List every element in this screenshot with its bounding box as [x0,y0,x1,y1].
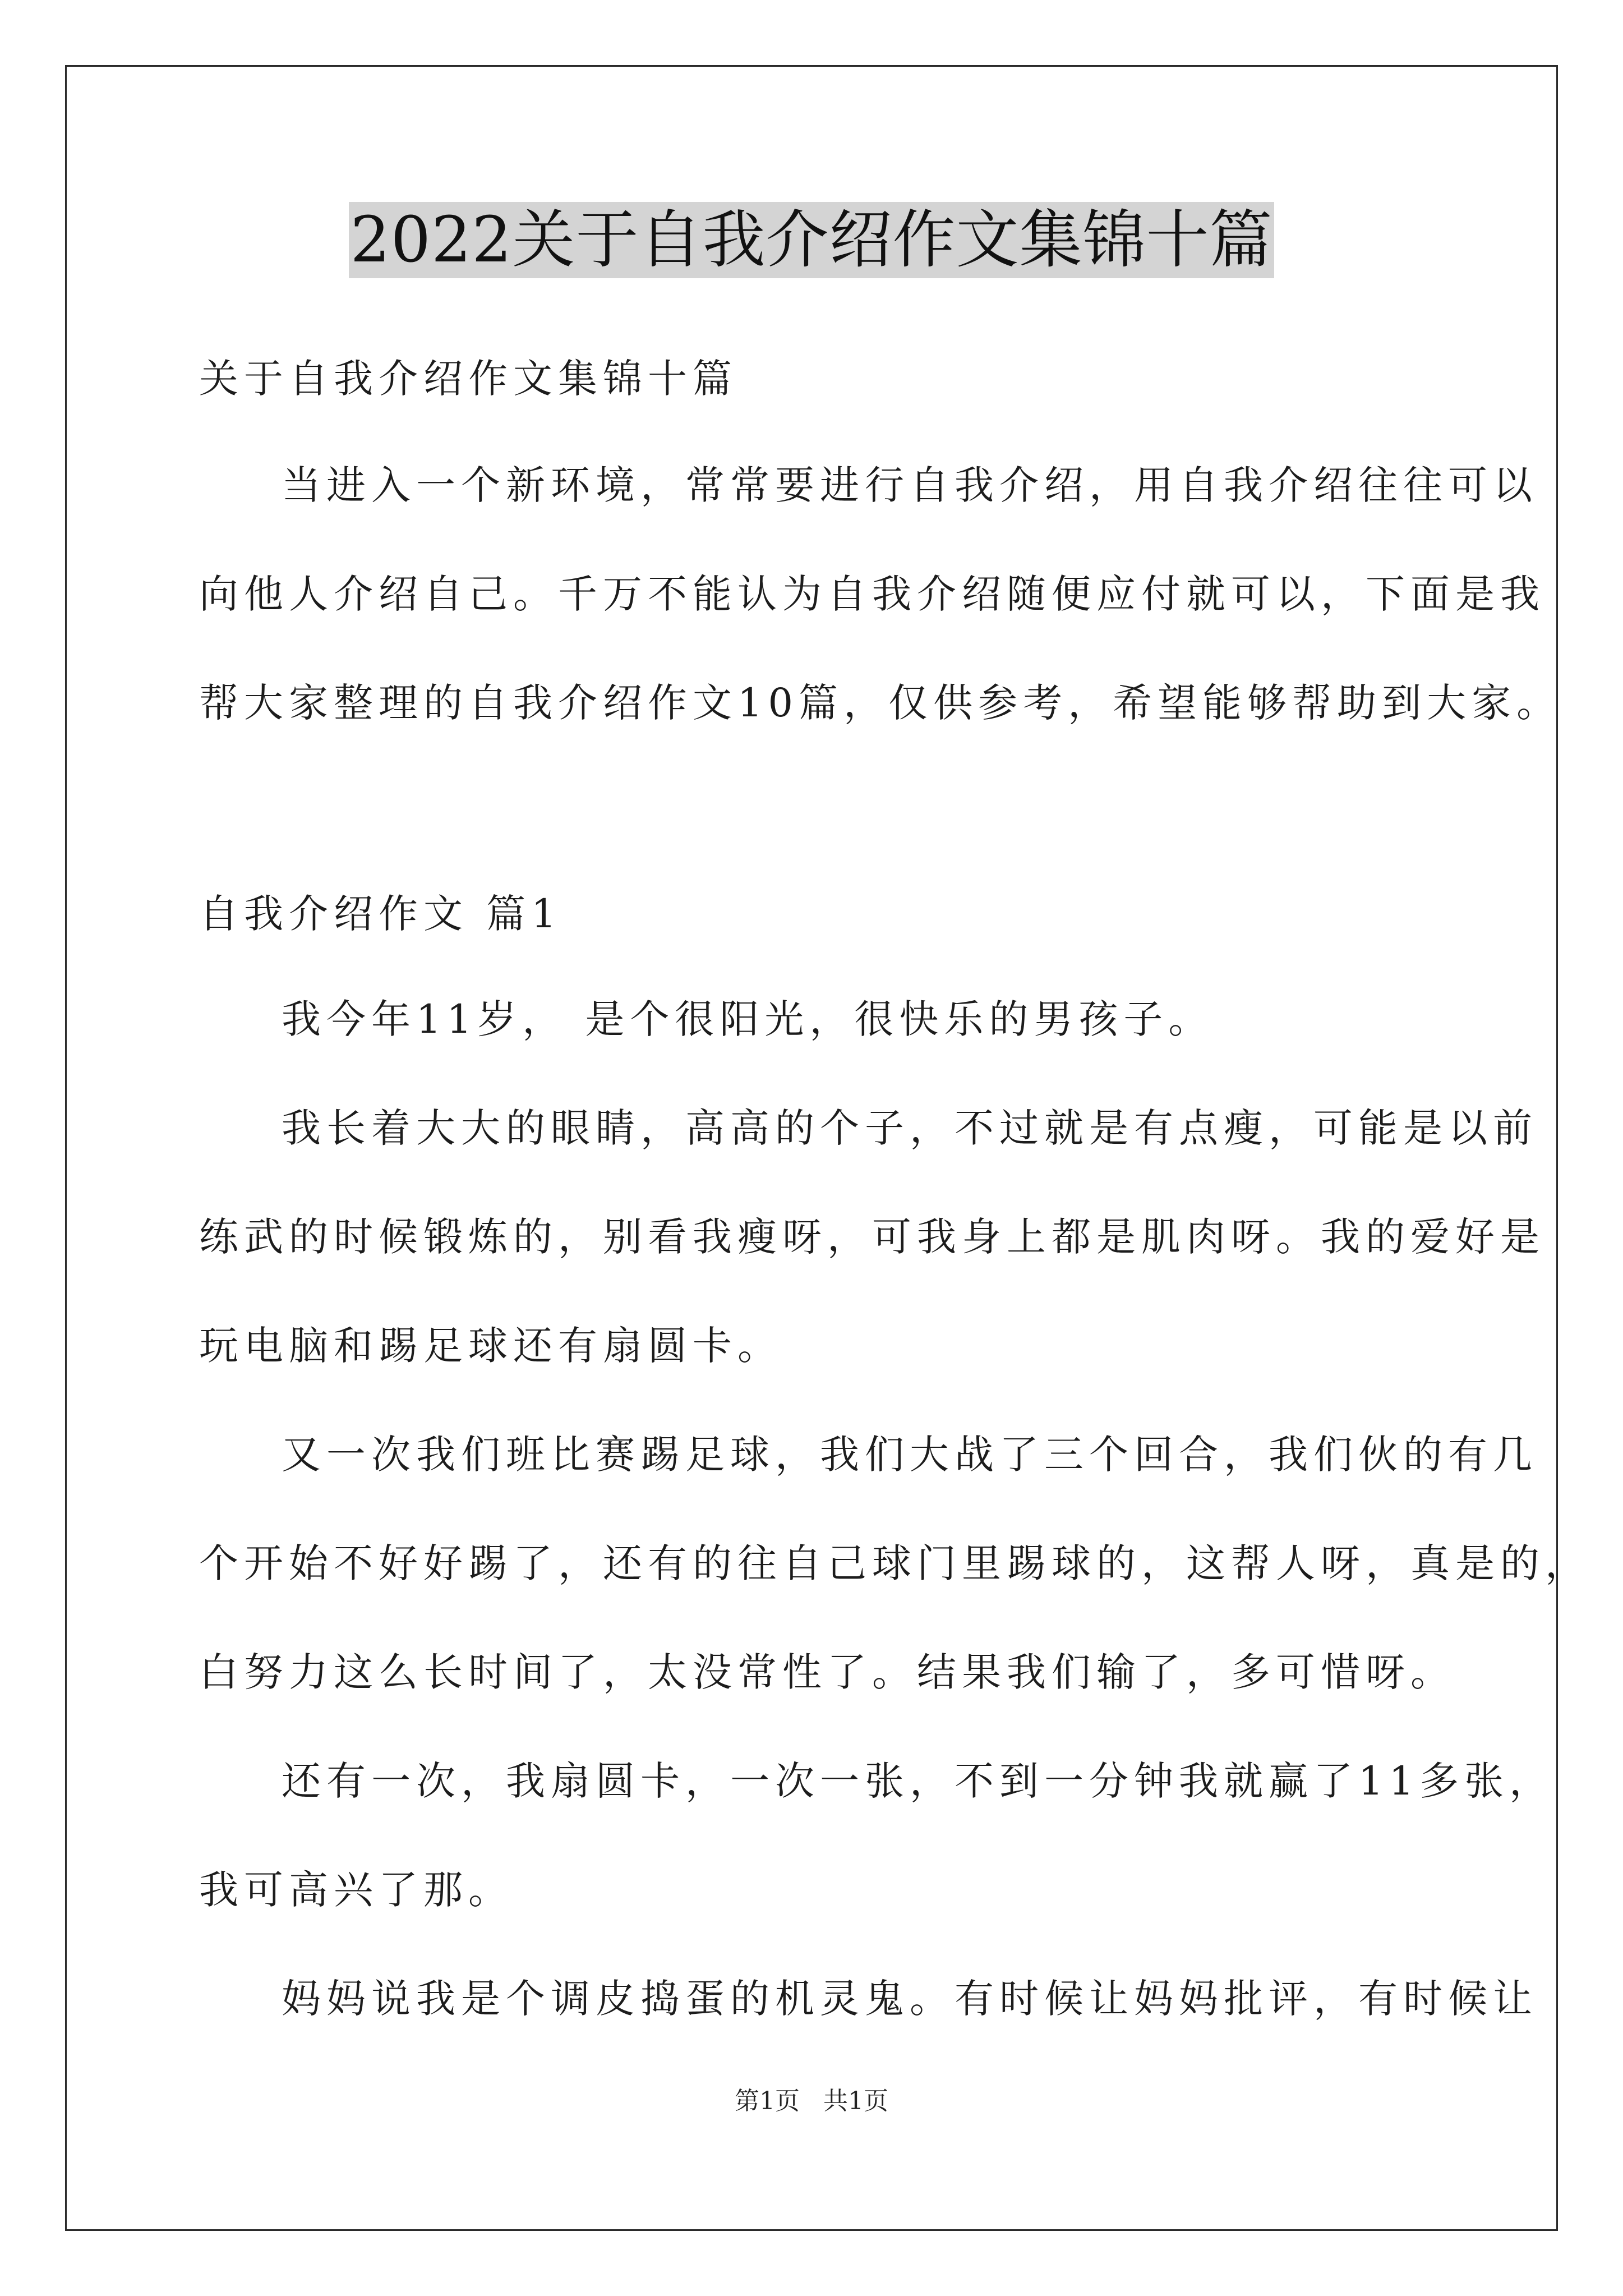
paragraph-line: 又一次我们班比赛踢足球，我们大战了三个回合，我们伙的有几 [282,1432,1538,1478]
paragraph-line: 玩电脑和踢足球还有扇圆卡。 [199,1323,782,1369]
paragraph-line: 我可高兴了那。 [199,1867,513,1913]
intro-line: 当进入一个新环境，常常要进行自我介绍，用自我介绍往往可以 [282,462,1538,508]
page-number-footer: 第1页 共1页 [735,2087,888,2115]
paragraph-line: 妈妈说我是个调皮捣蛋的机灵鬼。有时候让妈妈批评，有时候让 [282,1976,1538,2022]
intro-line: 帮大家整理的自我介绍作文10篇，仅供参考，希望能够帮助到大家。 [199,680,1562,726]
title-container [0,202,1623,278]
paragraph-line: 个开始不好好踢了，还有的往自己球门里踢球的，这帮人呀，真是的， [199,1540,1590,1586]
paragraph-line: 练武的时候锻炼的，别看我瘦呀，可我身上都是肌肉呀。我的爱好是 [199,1214,1545,1260]
document-title: 2022关于自我介绍作文集锦十篇 [349,202,1274,278]
paragraph-line: 白努力这么长时间了，太没常性了。结果我们输了，多可惜呀。 [199,1649,1455,1695]
paragraph-line: 我长着大大的眼睛，高高的个子，不过就是有点瘦，可能是以前 [282,1105,1538,1151]
paragraph-line: 还有一次，我扇圆卡，一次一张，不到一分钟我就赢了11多张， [282,1758,1555,1804]
intro-line: 向他人介绍自己。千万不能认为自我介绍随便应付就可以，下面是我 [199,571,1545,617]
document-subtitle: 关于自我介绍作文集锦十篇 [199,356,737,402]
section-heading: 自我介绍作文 篇1 [199,891,562,937]
paragraph-line: 我今年11岁， 是个很阳光，很快乐的男孩子。 [282,996,1214,1042]
